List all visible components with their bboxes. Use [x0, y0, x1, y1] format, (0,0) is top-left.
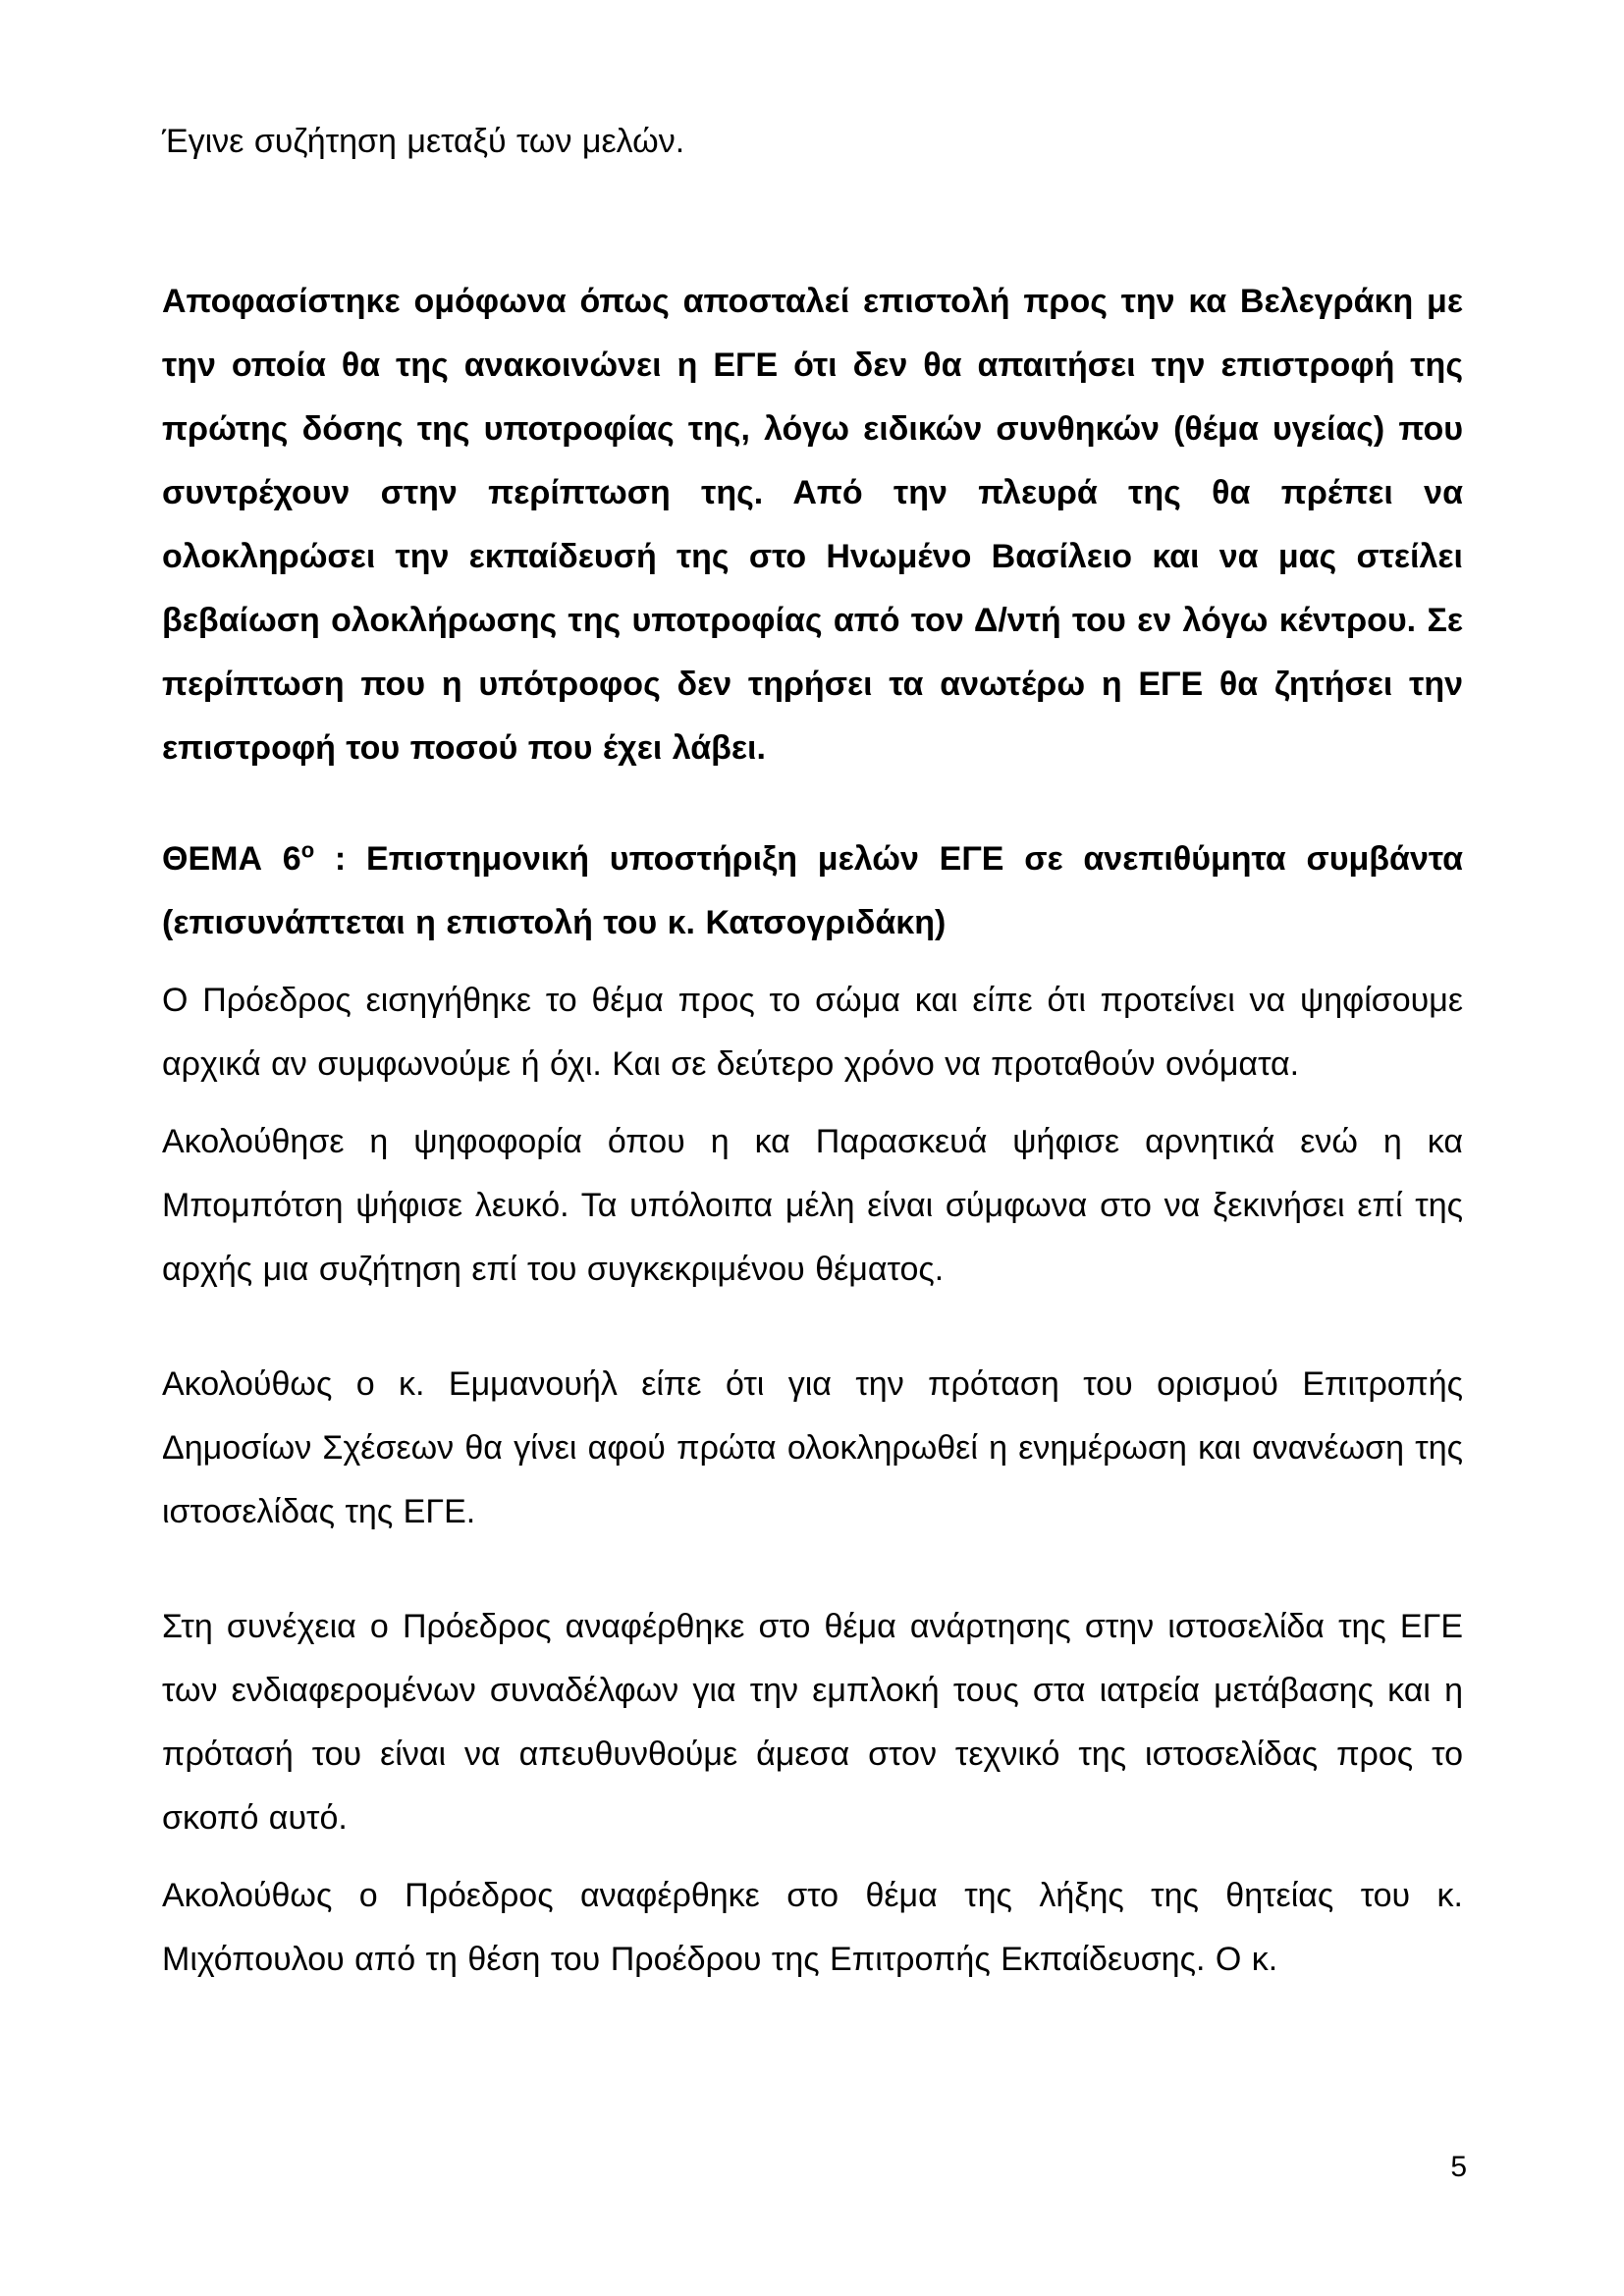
- paragraph-decision: Αποφασίστηκε ομόφωνα όπως αποσταλεί επιστολή προς την κα Βελεγράκη με την οποία θα της ανακοινώνει η ΕΓΕ ότι δεν θα απαιτήσει την επιστροφή της πρώτης δόσης της υποτροφίας της, λόγω ειδικών συνθηκών (θέμα υγείας) που συντρέχουν στην περίπτωση της. Από την πλευρά της θα πρέπει να ολοκληρώσει την εκπαίδευσή της στο Ηνωμένο Βασίλειο και να μας στείλει βεβαίωση ολοκλήρωσης της υποτροφίας από τον Δ/ντή του εν λόγω κέντρου. Σε περίπτωση που η υπότροφος δεν τηρήσει τα ανωτέρω η ΕΓΕ θα ζητήσει την επιστροφή του ποσού που έχει λάβει.: [162, 283, 1463, 767]
- paragraph-discussion-note: Έγινε συζήτηση μεταξύ των μελών.: [162, 123, 685, 160]
- paragraph-website-posting: Στη συνέχεια ο Πρόεδρος αναφέρθηκε στο θέμα ανάρτησης στην ιστοσελίδα της ΕΓΕ των ενδιαφερομένων συναδέλφων για την εμπλοκή τους στα ιατρεία μετάβασης και η πρότασή του είναι να απευθυνθούμε άμεσα στον τεχνικό της ιστοσελίδας προς το σκοπό αυτό.: [162, 1608, 1463, 1837]
- paragraph-president-proposal: Ο Πρόεδρος εισηγήθηκε το θέμα προς το σώμα και είπε ότι προτείνει να ψηφίσουμε αρχικά αν συμφωνούμε ή όχι. Και σε δεύτερο χρόνο να προταθούν ονόματα.: [162, 982, 1463, 1083]
- page-number: 5: [1450, 2151, 1467, 2183]
- section-heading-thema-6: [162, 828, 1463, 955]
- heading-ordinal-superscript: ο: [300, 837, 315, 863]
- paragraph-term-expiry: Ακολούθως ο Πρόεδρος αναφέρθηκε στο θέμα της λήξης της θητείας του κ. Μιχόπουλου από τη θέση του Προέδρου της Επιτροπής Εκπαίδευσης. Ο κ.: [162, 1877, 1463, 1978]
- heading-rest: : Επιστημονική υποστήριξη μελών ΕΓΕ σε ανεπιθύμητα συμβάντα (επισυνάπτεται η επιστολή του κ. Κατσογριδάκη): [162, 840, 1463, 941]
- paragraph-vote-result: Ακολούθησε η ψηφοφορία όπου η κα Παρασκευά ψήφισε αρνητικά ενώ η κα Μπομπότση ψήφισε λευκό. Τα υπόλοιπα μέλη είναι σύμφωνα στο να ξεκινήσει επί της αρχής μια συζήτηση επί του συγκεκριμένου θέματος.: [162, 1123, 1463, 1288]
- heading-prefix: ΘΕΜΑ 6: [162, 840, 301, 878]
- paragraph-emmanouil-statement: Ακολούθως ο κ. Εμμανουήλ είπε ότι για την πρόταση του ορισμού Επιτροπής Δημοσίων Σχέσεων θα γίνει αφού πρώτα ολοκληρωθεί η ενημέρωση και ανανέωση της ιστοσελίδας της ΕΓΕ.: [162, 1365, 1463, 1530]
